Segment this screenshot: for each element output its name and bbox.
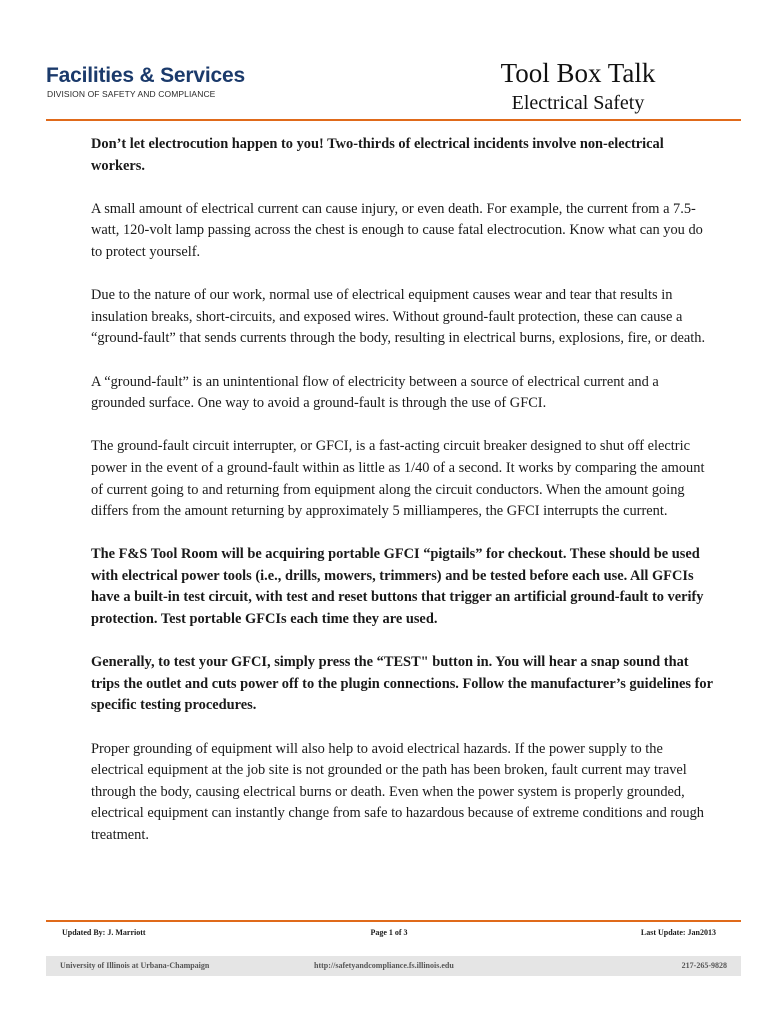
updated-by: Updated By: J. Marriott [62, 928, 146, 937]
header-divider [46, 119, 741, 121]
page-header [0, 0, 768, 125]
intro-paragraph: Don’t let electrocution happen to you! Two-thirds of electrical incidents involve non-electrical workers. [91, 136, 664, 174]
footer-contact-bar [46, 956, 741, 976]
last-update: Last Update: Jan2013 [640, 928, 716, 937]
paragraph-grounding: Proper grounding of equipment will also help to avoid electrical hazards. If the power supply to the electrical equipment at the job site is not grounded or the path has been broken, fault current may travel through the body, causing electrical burns or death. Even when the power system is properly grounded, electrical equipment can instantly change from safe to hazardous because of extreme conditions and rough treatment. [91, 740, 704, 843]
paragraph-ground-fault-definition: A “ground-fault” is an unintentional flow of electricity between a source of electrical current and a grounded surface. One way to avoid a ground-fault is through the use of GFCI. [91, 373, 659, 412]
document-title: Tool Box Talk [500, 58, 656, 88]
phone-number: 217-265-9828 [681, 961, 727, 970]
org-logo-name: Facilities & Services [46, 64, 245, 87]
footer-divider [46, 920, 741, 922]
university-name: University of Illinois at Urbana-Champaign [60, 961, 210, 970]
page-number: Page 1 of 3 [370, 928, 408, 937]
document-body [91, 134, 713, 868]
website-url[interactable]: http://safetyandcompliance.fs.illinois.edu [314, 961, 454, 970]
paragraph-current-danger: A small amount of electrical current can cause injury, or even death. For example, the current from a 7.5-watt, 120-volt lamp passing across the chest is enough to cause fatal electrocution. Know what can you do to protect yourself. [91, 200, 703, 260]
paragraph-tool-room: The F&S Tool Room will be acquiring portable GFCI “pigtails” for checkout. These should be used with electrical power tools (i.e., drills, mowers, trimmers) and be tested before each use. All GFCIs have a built-in test circuit, with test and reset buttons that trigger an artificial ground-fault to verify protection. Test portable GFCIs each time they are used. [91, 546, 704, 628]
document-subtitle: Electrical Safety [511, 92, 645, 114]
org-logo-division: DIVISION OF SAFETY AND COMPLIANCE [47, 89, 216, 99]
paragraph-wear-and-tear: Due to the nature of our work, normal use of electrical equipment causes wear and tear that results in insulation breaks, short-circuits, and exposed wires. Without ground-fault protection, these can cause a “ground-fault” that sends currents through the body, resulting in electrical burns, explosions, fire, or death. [91, 287, 706, 347]
paragraph-gfci-definition: The ground-fault circuit interrupter, or GFCI, is a fast-acting circuit breaker designed to shut off electric power in the event of a ground-fault within as little as 1/40 of a second. It works by comparing the amount of current going to and returning from equipment along the circuit conductors. When the amount going differs from the amount returning by approximately 5 milliamperes, the GFCI interrupts the current. [91, 438, 705, 520]
paragraph-testing: Generally, to test your GFCI, simply press the “TEST" button in. You will hear a snap sound that trips the outlet and cuts power off to the plugin connections. Follow the manufacturer’s guidelines for specific testing procedures. [91, 654, 713, 714]
